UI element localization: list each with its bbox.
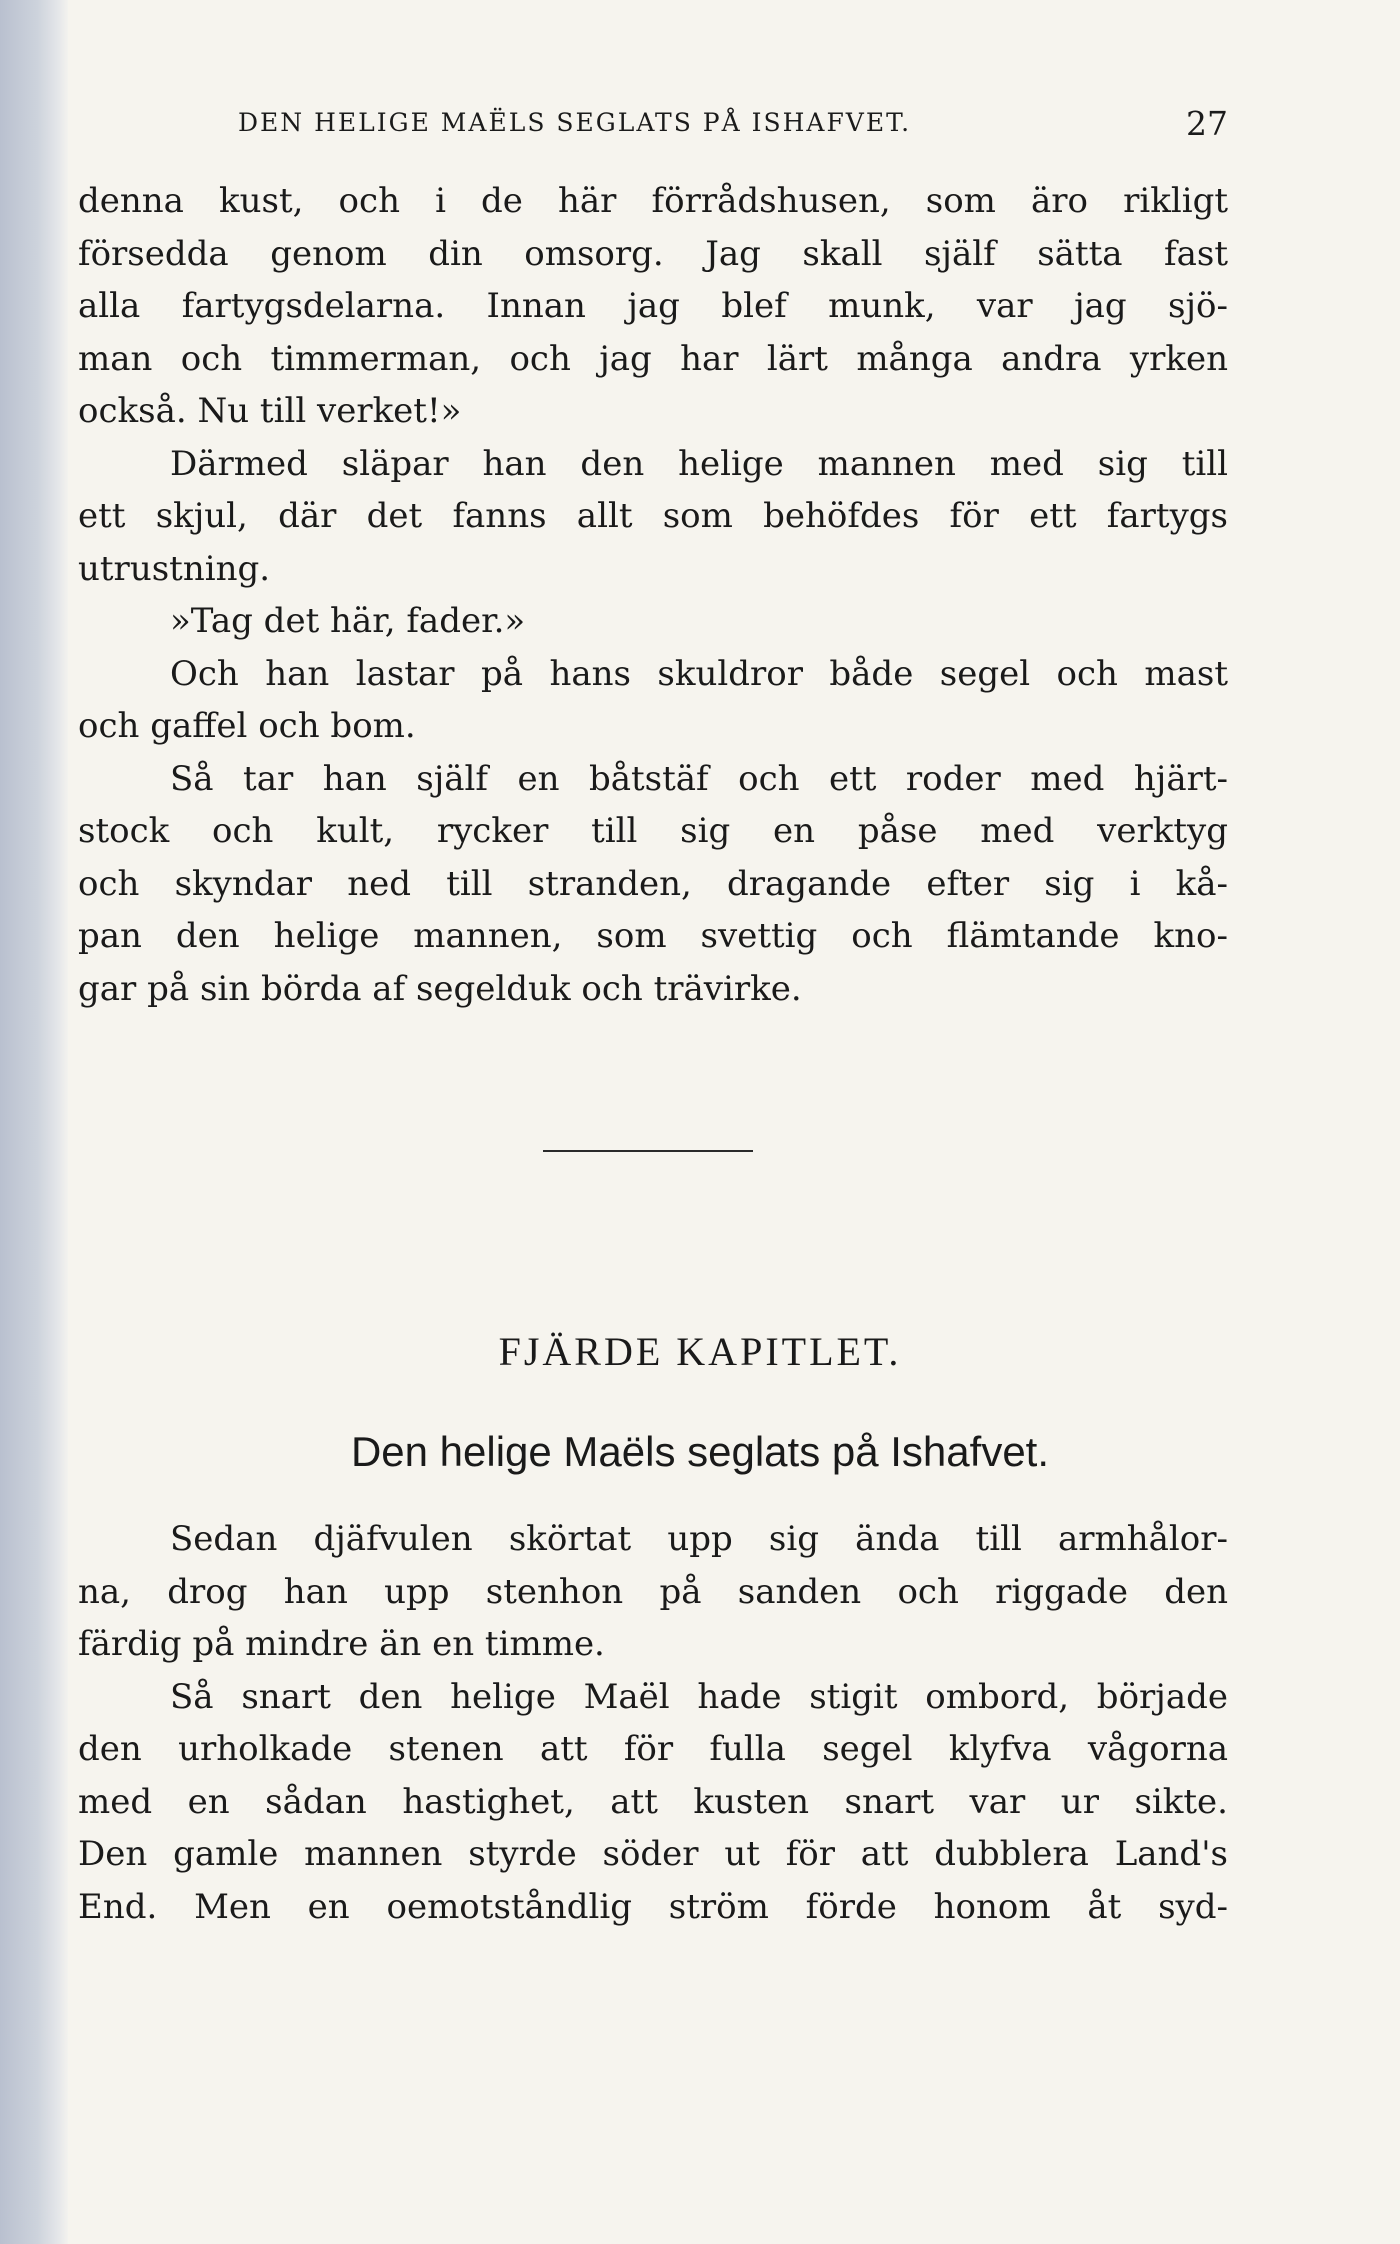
top-text-block bbox=[78, 175, 1228, 1015]
chapter-label: FJÄRDE KAPITLET. bbox=[498, 1329, 902, 1374]
chapter-text-block bbox=[78, 1513, 1228, 1933]
section-divider bbox=[543, 1150, 753, 1152]
text-line: Så tar han själf en båtstäf och ett roder med hjärt- bbox=[170, 758, 1228, 799]
text-line: Så snart den helige Maël hade stigit ombord, började bbox=[170, 1676, 1228, 1717]
text-line: och skyndar ned till stranden, dragande efter sig i kå- bbox=[78, 863, 1228, 904]
text-line: denna kust, och i de här förrådshusen, som äro rikligt bbox=[78, 181, 1228, 221]
text-line: na, drog han upp stenhon på sanden och riggade den bbox=[78, 1571, 1228, 1612]
text-line: utrustning. bbox=[78, 548, 271, 589]
running-header bbox=[238, 104, 1228, 144]
text-line: Den gamle mannen styrde söder ut för att dubblera Land's bbox=[78, 1834, 1228, 1874]
text-line: alla fartygsdelarna. Innan jag blef munk, var jag sjö- bbox=[78, 286, 1228, 326]
text-line: Därmed släpar han den helige mannen med sig till bbox=[170, 443, 1228, 484]
text-line: ett skjul, där det fanns allt som behöfdes för ett fartygs bbox=[78, 496, 1228, 536]
text-line: End. Men en oemotståndlig ström förde honom åt syd- bbox=[78, 1886, 1228, 1927]
running-title: DEN HELIGE MAËLS SEGLATS PÅ ISHAFVET. bbox=[238, 108, 912, 137]
text-line: pan den helige mannen, som svettig och flämtande kno- bbox=[78, 916, 1228, 956]
text-line: med en sådan hastighet, att kusten snart var ur sikte. bbox=[78, 1781, 1228, 1822]
text-line: man och timmerman, och jag har lärt många andra yrken bbox=[78, 338, 1228, 379]
book-binding-edge bbox=[0, 0, 68, 2244]
text-line: Sedan djäfvulen skörtat upp sig ända till armhålor- bbox=[170, 1519, 1228, 1559]
text-line: också. Nu till verket!» bbox=[78, 391, 462, 431]
text-line: försedda genom din omsorg. Jag skall själf sätta fast bbox=[78, 233, 1228, 274]
text-line: färdig på mindre än en timme. bbox=[78, 1624, 605, 1664]
text-line: och gaffel och bom. bbox=[78, 706, 416, 746]
chapter-title: Den helige Maëls seglats på Ishafvet. bbox=[350, 1428, 1050, 1475]
text-line: stock och kult, rycker till sig en påse med verktyg bbox=[78, 811, 1228, 851]
text-line: »Tag det här, fader.» bbox=[170, 601, 526, 641]
page-number: 27 bbox=[1186, 104, 1228, 143]
text-line: gar på sin börda af segelduk och trävirke. bbox=[78, 968, 802, 1009]
text-line: den urholkade stenen att för fulla segel klyfva vågorna bbox=[78, 1729, 1228, 1769]
text-line: Och han lastar på hans skuldror både segel och mast bbox=[170, 653, 1228, 694]
